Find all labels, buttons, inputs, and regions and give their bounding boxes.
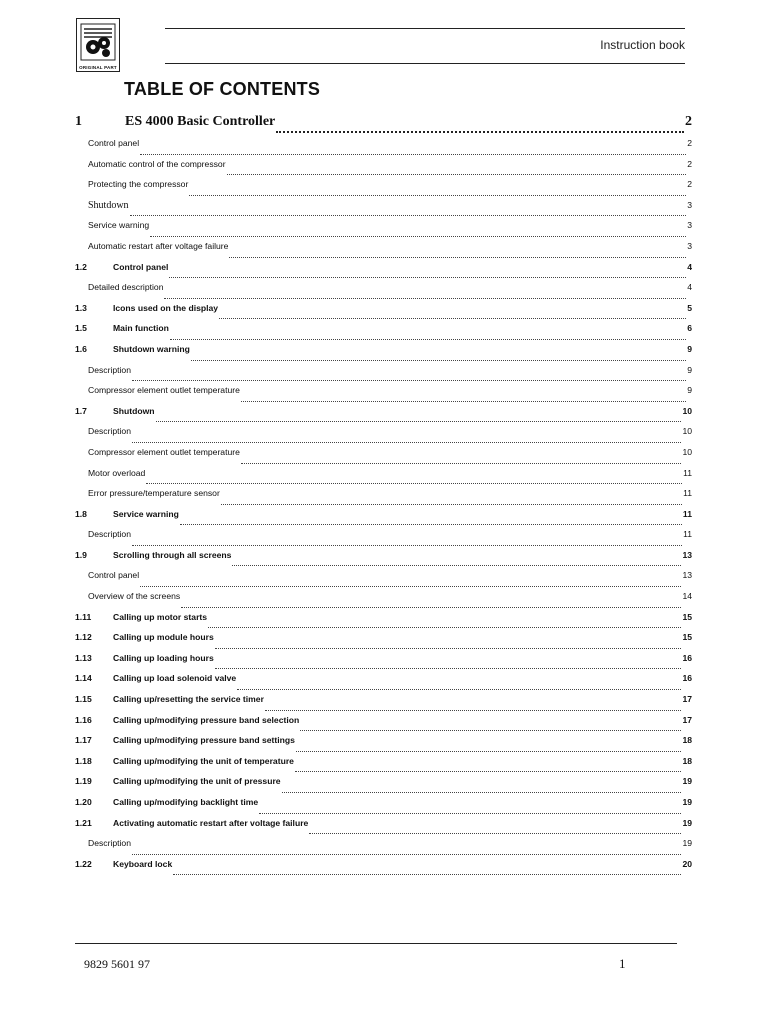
toc-dot-leader xyxy=(229,257,686,258)
toc-entry-number: 1.6 xyxy=(75,343,87,354)
toc-entry-label: Overview of the screens xyxy=(88,591,181,602)
header-rule-bottom xyxy=(165,63,685,64)
toc-entry-label: Calling up/modifying backlight time xyxy=(113,797,259,807)
toc-entry[interactable] xyxy=(75,303,692,324)
toc-entry-label: Control panel xyxy=(88,570,140,581)
toc-entry[interactable] xyxy=(75,715,692,736)
toc-entry-page: 11 xyxy=(682,508,692,519)
toc-dot-leader xyxy=(150,236,686,237)
toc-entry-page: 3 xyxy=(687,240,692,251)
toc-entry-page: 13 xyxy=(682,549,692,560)
toc-dot-leader xyxy=(181,607,681,608)
toc-dot-leader xyxy=(215,648,682,649)
toc-entry-label: Service warning xyxy=(88,220,150,231)
toc-dot-leader xyxy=(309,833,681,834)
toc-entry-label: Compressor element outlet temperature xyxy=(88,385,240,396)
toc-entry-page: 19 xyxy=(682,797,692,807)
toc-entry-label: Service warning xyxy=(113,508,179,519)
toc-entry-page: 14 xyxy=(682,591,692,602)
toc-entry[interactable] xyxy=(75,673,692,694)
toc-dot-leader xyxy=(189,195,686,196)
toc-entry-label: Description xyxy=(88,838,131,849)
toc-entry-page: 10 xyxy=(682,426,692,437)
toc-entry[interactable] xyxy=(75,220,692,241)
toc-entry[interactable] xyxy=(75,426,692,447)
toc-entry[interactable] xyxy=(75,735,692,756)
toc-entry-label: Calling up/modifying pressure band settings xyxy=(113,735,295,746)
toc-entry-number: 1.14 xyxy=(75,673,92,684)
toc-entry[interactable] xyxy=(75,179,692,200)
toc-entry-number: 1.9 xyxy=(75,549,87,560)
toc-dot-leader xyxy=(140,154,686,155)
toc-entry-page: 4 xyxy=(687,282,692,293)
toc-entry-label: Calling up motor starts xyxy=(113,611,208,622)
toc-entry-page: 15 xyxy=(682,611,692,622)
toc-entry-label: Error pressure/temperature sensor xyxy=(88,488,220,499)
toc-entry-page: 11 xyxy=(683,529,692,540)
toc-dot-leader xyxy=(164,298,686,299)
toc-entry-label: Calling up/resetting the service timer xyxy=(113,694,264,705)
page-number: 1 xyxy=(619,956,626,971)
toc-entry-page: 17 xyxy=(682,694,692,705)
toc-entry[interactable] xyxy=(75,200,692,221)
toc-entry[interactable] xyxy=(75,159,692,180)
toc-entry-page: 9 xyxy=(687,364,692,375)
document-number: 9829 5601 97 xyxy=(84,957,150,971)
toc-entry-label: Calling up load solenoid valve xyxy=(113,673,237,684)
toc-entry[interactable] xyxy=(75,529,692,550)
toc-entry[interactable] xyxy=(75,138,692,159)
toc-dot-leader xyxy=(241,401,686,402)
toc-entry-page: 17 xyxy=(682,714,692,725)
toc-dot-leader xyxy=(295,771,681,772)
toc-dot-leader xyxy=(132,380,686,381)
toc-entry-number: 1.2 xyxy=(75,261,87,272)
toc-entry[interactable] xyxy=(75,859,692,880)
toc-entry-number: 1.20 xyxy=(75,797,92,807)
toc-entry-number: 1.18 xyxy=(75,755,92,766)
toc-entry-label: Keyboard lock xyxy=(113,858,173,869)
toc-entry-page: 11 xyxy=(683,488,692,499)
toc-entry-label: Motor overload xyxy=(88,467,146,478)
table-of-contents xyxy=(75,114,692,879)
toc-dot-leader xyxy=(227,174,687,175)
toc-dot-leader xyxy=(130,215,687,216)
toc-entry-number: 1.19 xyxy=(75,776,92,787)
toc-entry-label: Compressor element outlet temperature xyxy=(88,446,240,457)
toc-entry-page: 18 xyxy=(682,735,692,746)
toc-entry-number: 1.12 xyxy=(75,632,92,643)
toc-entry-page: 10 xyxy=(682,405,692,416)
toc-entry-label: Calling up module hours xyxy=(113,632,214,643)
toc-entry-number: 1.13 xyxy=(75,652,92,663)
header-rule-top xyxy=(165,28,685,29)
toc-dot-leader xyxy=(169,277,686,278)
toc-entry[interactable] xyxy=(75,406,692,427)
toc-entry-page: 2 xyxy=(687,179,692,190)
toc-entry-label: Shutdown xyxy=(113,405,155,416)
toc-entry[interactable] xyxy=(75,612,692,633)
toc-entry-page: 5 xyxy=(687,302,692,313)
toc-dot-leader xyxy=(191,360,686,361)
toc-dot-leader xyxy=(215,668,682,669)
toc-entry-page: 19 xyxy=(682,776,692,787)
toc-entry-label: Control panel xyxy=(113,261,169,272)
toc-entry-label: Automatic restart after voltage failure xyxy=(88,240,229,251)
toc-entry[interactable] xyxy=(75,632,692,653)
toc-entry-number: 1.5 xyxy=(75,323,87,334)
toc-dot-leader xyxy=(221,504,682,505)
toc-entry[interactable] xyxy=(75,653,692,674)
toc-entry-label: Calling up/modifying pressure band selection xyxy=(113,714,300,725)
toc-entry[interactable] xyxy=(75,838,692,859)
toc-dot-leader xyxy=(170,339,686,340)
toc-entry-page: 2 xyxy=(685,114,692,129)
toc-entry-label: Description xyxy=(88,426,131,437)
toc-entry-label: Activating automatic restart after voltage failure xyxy=(113,817,309,828)
toc-entry-number: 1.15 xyxy=(75,694,92,705)
toc-entry-number: 1.21 xyxy=(75,817,92,828)
toc-entry[interactable] xyxy=(75,818,692,839)
toc-entry-label: Protecting the compressor xyxy=(88,179,189,190)
toc-dot-leader xyxy=(219,318,686,319)
toc-entry[interactable] xyxy=(75,776,692,797)
toc-entry-page: 13 xyxy=(682,570,692,581)
toc-dot-leader xyxy=(237,689,681,690)
toc-entry-label: Icons used on the display xyxy=(113,302,219,313)
toc-entry-label: Calling up/modifying the unit of pressure xyxy=(113,776,281,787)
toc-entry-page: 2 xyxy=(687,138,692,148)
toc-entry-page: 18 xyxy=(682,755,692,766)
toc-entry-page: 16 xyxy=(682,673,692,684)
toc-entry[interactable] xyxy=(75,468,692,489)
toc-entry[interactable] xyxy=(75,797,692,818)
toc-dot-leader xyxy=(232,565,681,566)
toc-entry-number: 1.8 xyxy=(75,508,87,519)
toc-dot-leader xyxy=(300,730,681,731)
toc-dot-leader xyxy=(146,483,682,484)
gear-emblem-icon xyxy=(80,23,116,61)
document-type: Instruction book xyxy=(600,38,685,52)
toc-entry-page: 3 xyxy=(687,220,692,231)
toc-entry-number: 1 xyxy=(75,114,82,129)
toc-dot-leader xyxy=(132,854,681,855)
footer-rule xyxy=(75,943,677,944)
toc-entry[interactable] xyxy=(75,756,692,777)
toc-entry-label: Control panel xyxy=(88,138,140,148)
toc-entry-label: Description xyxy=(88,364,131,375)
toc-entry-label: Automatic control of the compressor xyxy=(88,158,226,169)
toc-entry-page: 11 xyxy=(683,467,692,478)
toc-entry[interactable] xyxy=(75,488,692,509)
toc-entry[interactable] xyxy=(75,114,692,138)
toc-entry-page: 2 xyxy=(687,158,692,169)
toc-entry[interactable] xyxy=(75,509,692,530)
toc-entry-number: 1.3 xyxy=(75,302,87,313)
toc-entry-label: Calling up/modifying the unit of temperature xyxy=(113,755,294,766)
toc-dot-leader xyxy=(296,751,682,752)
page-title: TABLE OF CONTENTS xyxy=(124,79,321,99)
toc-entry-page: 9 xyxy=(687,343,692,354)
toc-entry-page: 15 xyxy=(682,632,692,643)
toc-dot-leader xyxy=(156,421,682,422)
toc-entry[interactable] xyxy=(75,282,692,303)
logo-caption: ORIGINAL PART xyxy=(79,65,117,70)
toc-entry[interactable] xyxy=(75,550,692,571)
toc-entry-page: 4 xyxy=(687,261,692,272)
toc-entry-label: Shutdown xyxy=(88,199,129,211)
toc-entry[interactable] xyxy=(75,262,692,283)
toc-dot-leader xyxy=(132,442,681,443)
toc-entry[interactable] xyxy=(75,323,692,344)
toc-entry[interactable] xyxy=(75,344,692,365)
toc-entry-number: 1.17 xyxy=(75,735,92,746)
toc-entry[interactable] xyxy=(75,365,692,386)
toc-entry[interactable] xyxy=(75,385,692,406)
toc-dot-leader xyxy=(265,710,682,711)
toc-entry-page: 10 xyxy=(682,446,692,457)
original-part-logo xyxy=(76,18,120,72)
toc-entry-number: 1.22 xyxy=(75,858,92,869)
toc-entry-page: 20 xyxy=(682,858,692,869)
toc-entry-number: 1.11 xyxy=(75,611,92,622)
toc-entry[interactable] xyxy=(75,447,692,468)
toc-entry-label: Shutdown warning xyxy=(113,343,190,354)
toc-entry-page: 16 xyxy=(682,652,692,663)
toc-dot-leader xyxy=(140,586,681,587)
toc-dot-leader xyxy=(208,627,681,628)
toc-dot-leader xyxy=(132,545,682,546)
toc-entry[interactable] xyxy=(75,570,692,591)
toc-entry[interactable] xyxy=(75,694,692,715)
toc-dot-leader xyxy=(241,463,682,464)
toc-entry[interactable] xyxy=(75,591,692,612)
toc-entry-number: 1.16 xyxy=(75,714,92,725)
toc-entry-label: Main function xyxy=(113,323,169,334)
toc-dot-leader xyxy=(259,813,681,814)
toc-dot-leader xyxy=(173,874,681,875)
toc-dot-leader xyxy=(276,131,684,133)
toc-entry-page: 19 xyxy=(682,817,692,828)
toc-entry[interactable] xyxy=(75,241,692,262)
toc-entry-label: Description xyxy=(88,529,131,540)
toc-dot-leader xyxy=(282,792,682,793)
toc-entry-page: 6 xyxy=(687,323,692,334)
toc-entry-page: 9 xyxy=(687,385,692,396)
toc-entry-page: 3 xyxy=(687,199,692,210)
toc-entry-label: Calling up loading hours xyxy=(113,652,214,663)
toc-entry-number: 1.7 xyxy=(75,405,87,416)
toc-entry-page: 19 xyxy=(682,838,692,849)
toc-entry-label: Detailed description xyxy=(88,282,164,293)
toc-entry-label: Scrolling through all screens xyxy=(113,549,232,560)
toc-dot-leader xyxy=(180,524,682,525)
toc-entry-label: ES 4000 Basic Controller xyxy=(125,114,276,129)
